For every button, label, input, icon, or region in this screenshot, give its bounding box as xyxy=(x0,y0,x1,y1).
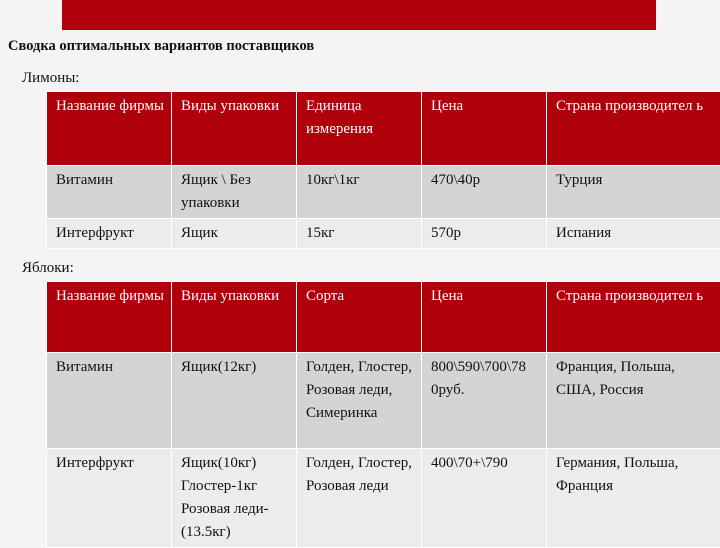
table-cell: 15кг xyxy=(297,219,422,249)
header-cell: Цена xyxy=(422,92,547,166)
table-cell: Ящик(10кг) Глостер-1кг Розовая леди-(13.5кг) xyxy=(172,449,297,548)
title-banner xyxy=(62,0,656,30)
table-cell: Голден, Глостер, Розовая леди xyxy=(297,449,422,548)
table-cell: 800\590\700\78 0руб. xyxy=(422,353,547,449)
header-cell: Виды упаковки xyxy=(172,92,297,166)
table-row xyxy=(47,353,720,449)
table-cell: Голден, Глостер, Розовая леди, Симеринка xyxy=(297,353,422,449)
header-cell: Единица измерения xyxy=(297,92,422,166)
page-title: Сводка оптимальных вариантов поставщиков xyxy=(8,38,314,55)
table-cell: 570р xyxy=(422,219,547,249)
header-cell: Страна производител ь xyxy=(547,92,720,166)
table-cell: Турция xyxy=(547,166,720,219)
table-cell: Витамин xyxy=(47,166,172,219)
header-cell: Сорта xyxy=(297,282,422,353)
table-cell: Интерфрукт xyxy=(47,449,172,548)
table-cell: Ящик \ Без упаковки xyxy=(172,166,297,219)
table-header-row xyxy=(47,92,720,166)
apples-table xyxy=(46,281,720,548)
lemons-table xyxy=(46,91,720,249)
header-cell: Страна производител ь xyxy=(547,282,720,353)
table-header-row xyxy=(47,282,720,353)
table-cell: Ящик(12кг) xyxy=(172,353,297,449)
table-cell: 10кг\1кг xyxy=(297,166,422,219)
header-cell: Цена xyxy=(422,282,547,353)
apples-label: Яблоки: xyxy=(22,260,74,277)
table-cell: Ящик xyxy=(172,219,297,249)
header-cell: Название фирмы xyxy=(47,92,172,166)
header-cell: Виды упаковки xyxy=(172,282,297,353)
table-cell: Франция, Польша, США, Россия xyxy=(547,353,720,449)
table-cell: Германия, Польша, Франция xyxy=(547,449,720,548)
table-row xyxy=(47,219,720,249)
table-row xyxy=(47,449,720,548)
table-cell: 400\70+\790 xyxy=(422,449,547,548)
table-cell: Интерфрукт xyxy=(47,219,172,249)
table-cell: Витамин xyxy=(47,353,172,449)
header-cell: Название фирмы xyxy=(47,282,172,353)
lemons-label: Лимоны: xyxy=(22,70,79,87)
table-row xyxy=(47,166,720,219)
table-cell: Испания xyxy=(547,219,720,249)
table-cell: 470\40р xyxy=(422,166,547,219)
